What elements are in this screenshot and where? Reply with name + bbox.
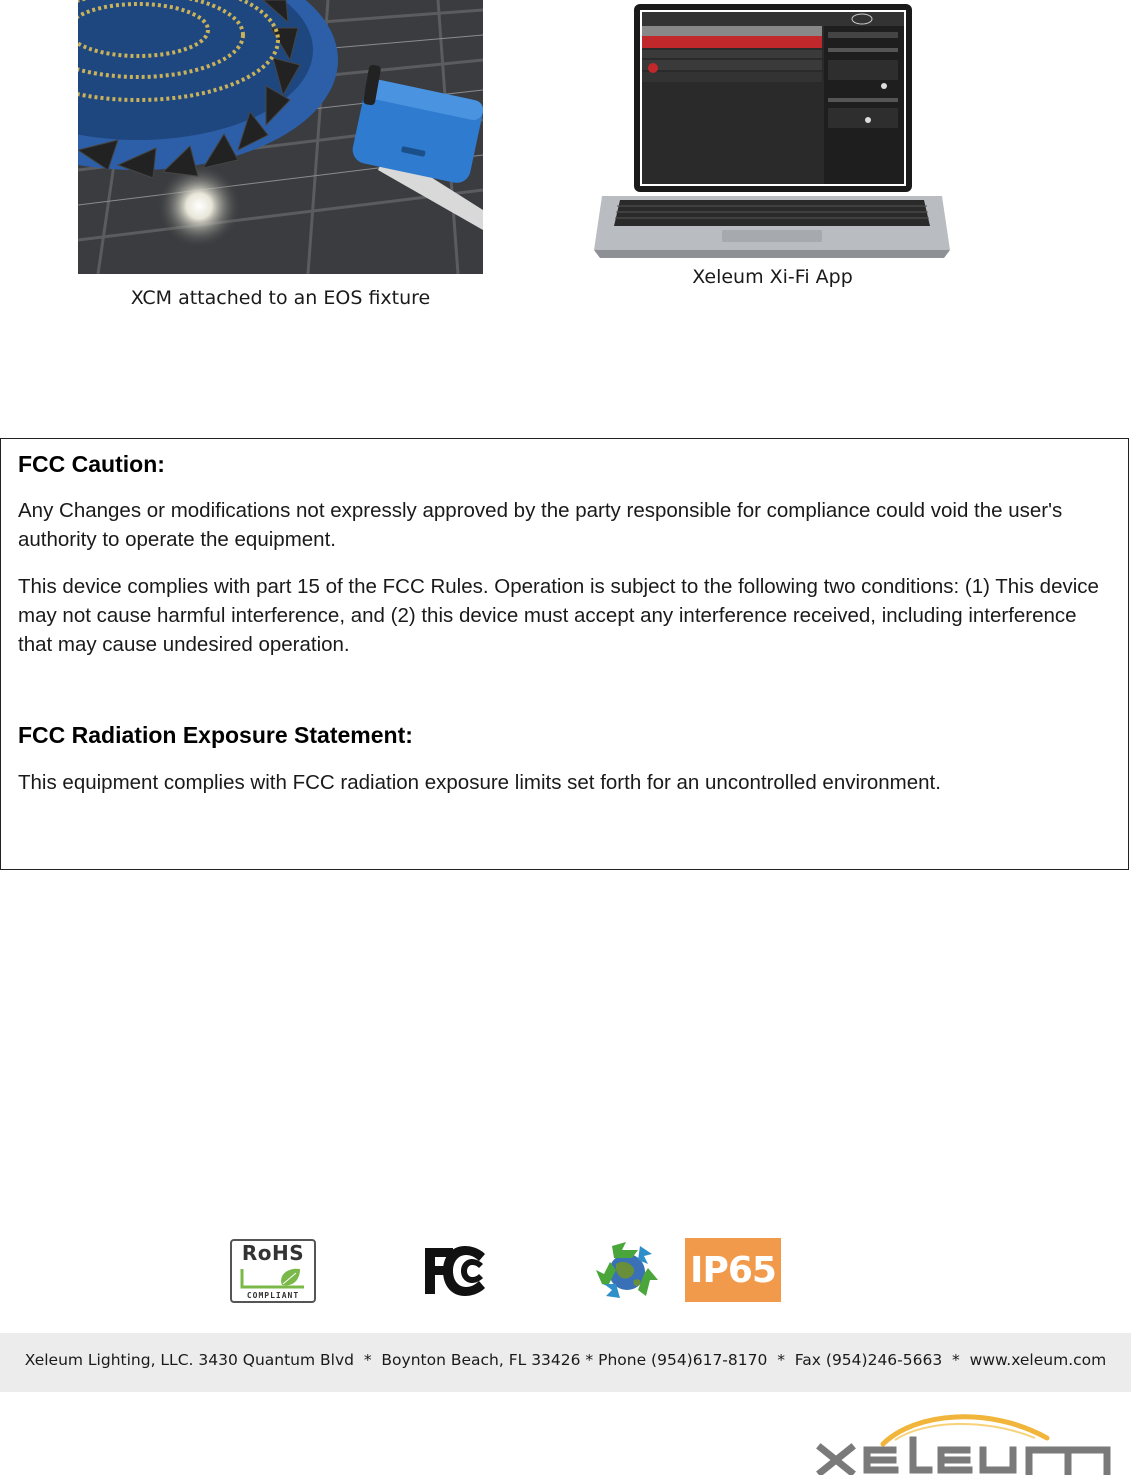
rohs-subtitle: COMPLIANT: [246, 1291, 300, 1300]
xcm-fixture-photo: [78, 0, 483, 274]
rohs-title: RoHS: [241, 1241, 305, 1265]
photo-caption: XCM attached to an EOS fixture: [130, 287, 431, 309]
fcc-caution-heading: FCC Caution:: [18, 451, 165, 477]
fcc-caution-paragraph-1: Any Changes or modifications not expressly approved by the party responsible for compliance could void the user's authority to operate the equipment.: [18, 499, 1063, 551]
fcc-logo: [423, 1244, 491, 1298]
recycle-earth-icon: [592, 1240, 662, 1304]
footer-contact-info: Xeleum Lighting, LLC. 3430 Quantum Blvd * Boynton Beach, FL 33426 * Phone (954)617-8170 * Fax (954)246-5663 * www.xeleum.com: [24, 1351, 1107, 1369]
rohs-compliant-badge: [230, 1239, 316, 1303]
fcc-radiation-heading: FCC Radiation Exposure Statement:: [18, 722, 413, 748]
fcc-radiation-paragraph: This equipment complies with FCC radiation exposure limits set forth for an uncontrolled environment.: [18, 771, 941, 794]
fcc-caution-paragraph-2: This device complies with part 15 of the FCC Rules. Operation is subject to the following two conditions: (1) This device may not cause harmful interference, and (2) this device must accept any interference received, including interference that may cause undesired operation.: [18, 575, 1099, 656]
fcc-statement-box: [0, 438, 1129, 870]
ip65-rating-badge: IP65: [685, 1238, 781, 1302]
xeleum-logo: [815, 1410, 1115, 1475]
app-caption: Xeleum Xi-Fi App: [692, 266, 853, 288]
leaf-icon: [238, 1265, 308, 1291]
laptop-app-image: [592, 0, 952, 262]
